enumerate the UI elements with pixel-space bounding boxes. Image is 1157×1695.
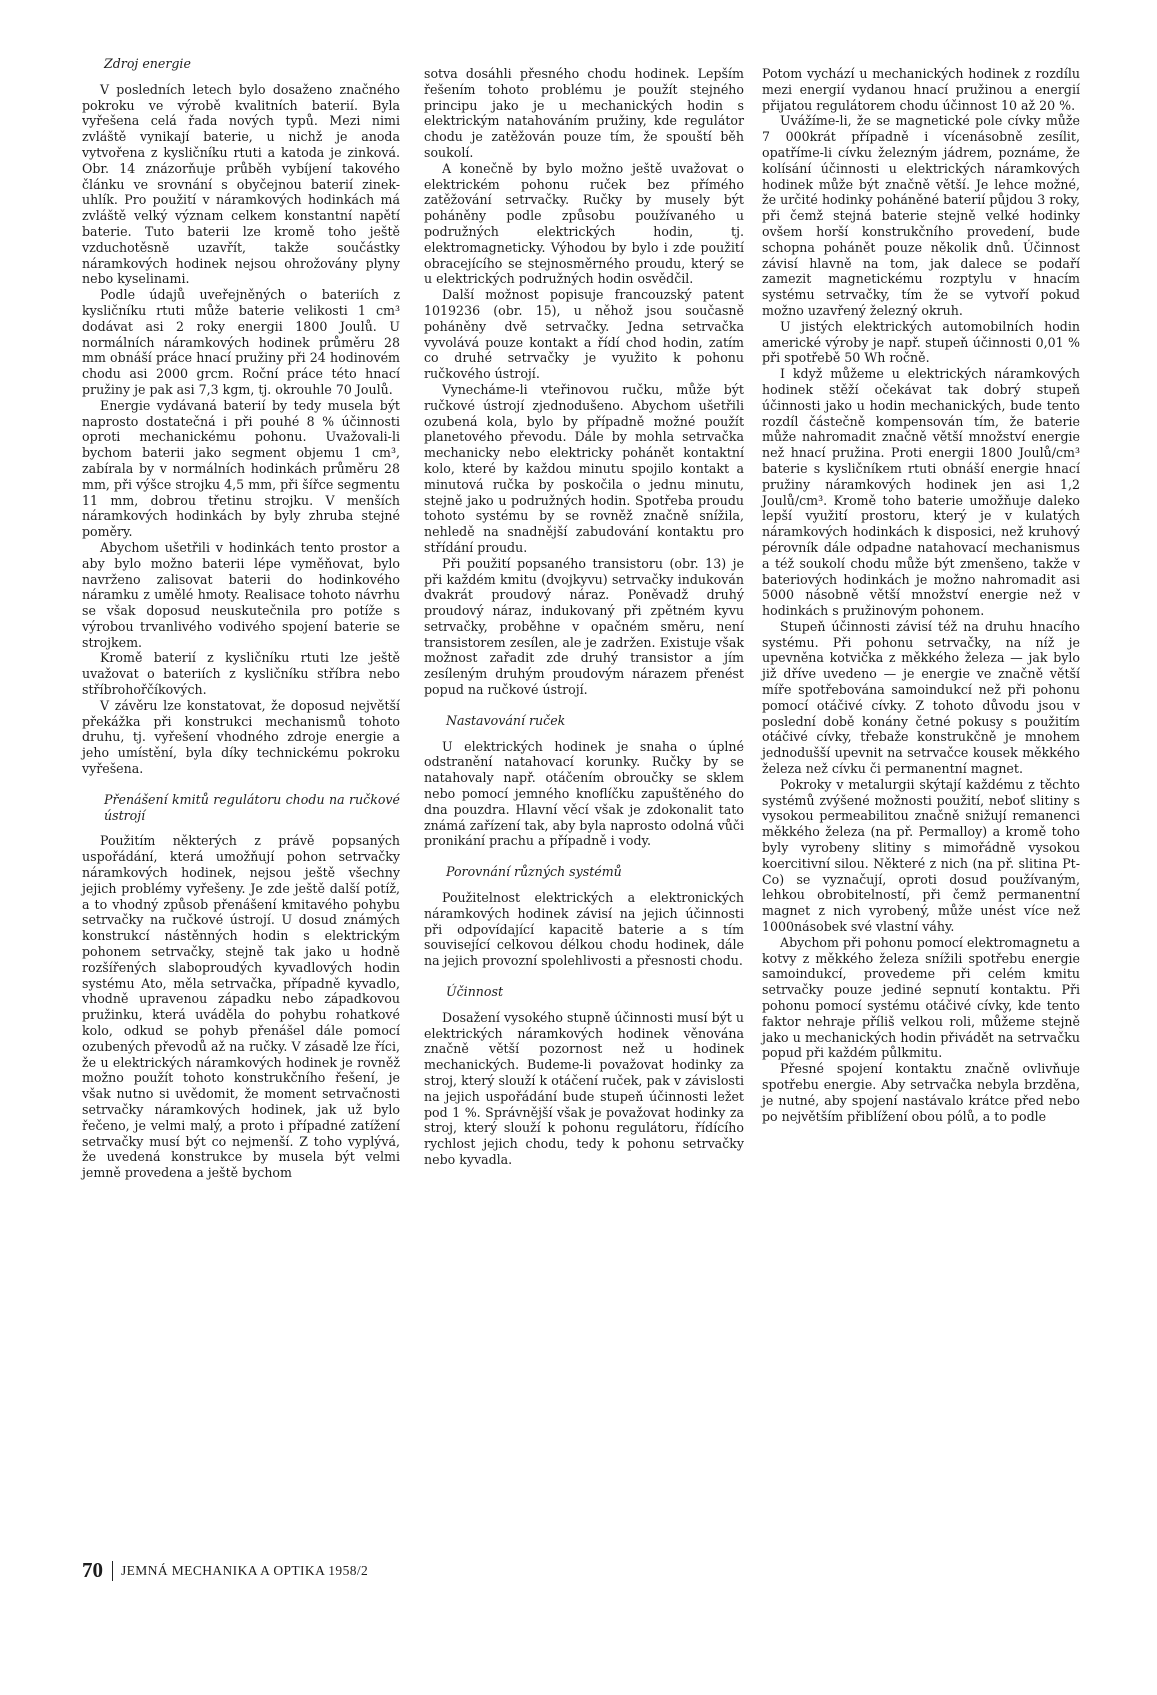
footer-divider: [112, 1561, 113, 1581]
text-column-3: [762, 66, 1080, 1124]
page-footer: [82, 1558, 368, 1583]
paragraph: Podle údajů uveřejněných o bateriích z kysličníku rtuti může baterie velikosti 1 cm³ dodávat asi 2 roky energii 1800 Joulů. U normálních náramkových hodinek průměru 28 mm obnáší práce hnací pružiny při 24 hodinovém chodu asi 2000 grcm. Roční práce této hnací pružiny je pak asi 7,3 kgm, tj. okrouhle 70 Joulů.: [82, 287, 400, 397]
paragraph: Při použití popsaného transistoru (obr. 13) je při každém kmitu (dvojkyvu) setrvačky indukován dvakrát proudový náraz. Poněvadž druhý proudový náraz, indukovaný při zpětném kyvu setrvačky, proběhne v opačném směru, není transistorem zesílen, ale je zadržen. Existuje však možnost zařadit zde druhý transistor a jím zesíleným druhým proudovým nárazem přenést popud na ručkové ústrojí.: [424, 555, 744, 698]
paragraph: Použitím některých z právě popsaných uspořádání, která umožňují pohon setrvačky náramkových hodinek, nejsou ještě všechny jejich problémy vyřešeny. Je zde ještě další potíž, a to vhodný způsob přenášení kmitavého pohybu setrvačky na ručkové ústrojí. U dosud známých konstrukcí nástěnných hodin s elektrickým pohonem setrvačky, stejně tak jako u hodně rozšířených slaboproudých kyvadlových hodin systému Ato, měla setrvačka, případně kyvadlo, vhodně upravenou západku nebo západkovou pružinku, která uváděla do pohybu rohatkové kolo, odkud se pohyb přenášel dále pomocí ozubených převodů až na ručky. V zásadě lze říci, že u elektrických náramkových hodinek je rovněž možno použít tohoto konstrukčního řešení, je však nutno si uvědomit, že moment setrvačnosti setrvačky náramkových hodinek, jak už bylo řečeno, je velmi malý, a proto i případné zatížení setrvačky musí být co nejmenší. Z toho vyplývá, že uvedená konstrukce by musela být velmi jemně provedena a ještě bychom: [82, 833, 400, 1181]
section-heading: Přenášení kmitů regulátoru chodu na ručkové ústrojí: [104, 791, 400, 823]
paragraph: U elektrických hodinek je snaha o úplné odstranění natahovací korunky. Ručky by se natahovaly např. otáčením obroučky se sklem nebo pomocí jemného knoflíčku zapuštěného do dna pouzdra. Hlavní věcí však je zdokonalit tato známá zařízení tak, aby byla naprosto odolná vůči pronikání prachu a případně i vody.: [424, 738, 744, 849]
text-column-2: [424, 66, 744, 1168]
paragraph: Použitelnost elektrických a elektronických náramkových hodinek závisí na jejich účinnosti při odpovídající kapacitě baterie a s tím související celkovou délkou chodu hodinek, dále na jejich provozní spolehlivosti a přesnosti chodu.: [424, 890, 744, 969]
paragraph: Stupeň účinnosti závisí též na druhu hnacího systému. Při pohonu setrvačky, na níž je upevněna kotvička z měkkého železa — jak bylo již dříve uvedeno — je energie ve značně větší míře spotřebována samoindukcí než při pohonu pomocí otáčivé cívky. Z tohoto důvodu jsou v poslední době konány četné pokusy s použitím otáčivé cívky, třebaže konstrukčně je mnohem jednodušší upevnit na setrvačce kousek měkkého železa než cívku či permanentní magnet.: [762, 618, 1080, 777]
paragraph: Kromě baterií z kysličníku rtuti lze ještě uvažovat o bateriích z kysličníku stříbra nebo stříbrohořčíkových.: [82, 650, 400, 698]
paragraph: A konečně by bylo možno ještě uvažovat o elektrickém pohonu ruček bez přímého zatěžování setrvačky. Ručky by musely být poháněny podle způsobu používaného u podružných elektrických hodin, tj. elektromagneticky. Výhodou by bylo i zde použití obracejícího se stejnosměrného proudu, který se u elektrických podružných hodin osvědčil.: [424, 160, 744, 287]
paragraph: Další možnost popisuje francouzský patent 1019236 (obr. 15), u něhož jsou současně poháněny dvě setrvačky. Jedna setrvačka vyvolává pouze kontakt a řídí chod hodin, zatím co druhé setrvačky je využito k pohonu ručkového ústrojí.: [424, 287, 744, 382]
section-heading: Zdroj energie: [104, 56, 191, 71]
journal-title: JEMNÁ MECHANIKA A OPTIKA 1958/2: [121, 1562, 369, 1578]
text-column-1: [82, 56, 400, 1181]
paragraph: Dosažení vysokého stupně účinnosti musí být u elektrických náramkových hodinek věnována značně větší pozornost než u hodinek mechanických. Budeme-li považovat hodinky za stroj, který slouží k otáčení ruček, pak v závislosti na jejich uspořádání bude stupeň účinnosti ležet pod 1 %. Správnější však je považovat hodinky za stroj, který slouží k pohonu regulátoru, řídícího rychlost jejich chodu, tedy k pohonu setrvačky nebo kyvadla.: [424, 1009, 744, 1167]
paragraph: Přesné spojení kontaktu značně ovlivňuje spotřebu energie. Aby setrvačka nebyla brzděna, je nutné, aby spojení nastávalo krátce před nebo po největším přiblížení obou pólů, a to podle: [762, 1061, 1080, 1124]
paragraph: I když můžeme u elektrických náramkových hodinek stěží očekávat tak dobrý stupeň účinnosti jako u hodin mechanických, bude tento rozdíl částečně kompensován tím, že baterie může nahromadit značně větší množství energie než hnací pružina. Proti energii 1800 Joulů/cm³ baterie s kysličníkem rtuti obnáší energie hnací pružiny náramkových hodinek jen asi 1,2 Joulů/cm³. Kromě toho baterie umožňuje daleko lepší využití prostoru, který je v kulatých náramkových hodinkách k disposici, než kruhový pérovník dále odpadne natahovací mechanismus a též soukolí chodu může být zmenšeno, takže v bateriových hodinkách je možno nahromadit asi 5000 násobně větší množství energie než v hodinkách s pružinovým pohonem.: [762, 366, 1080, 619]
paragraph: Abychom ušetřili v hodinkách tento prostor a aby bylo možno baterii lépe vyměňovat, bylo navrženo zalisovat baterii do hodinkového náramku z umělé hmoty. Realisace tohoto návrhu se však doposud neuskutečnila pro potíže s výrobou trvanlivého vodivého spojení baterie se strojkem.: [82, 539, 400, 650]
section-heading: Porovnání různých systémů: [446, 864, 622, 880]
paragraph: Pokroky v metalurgii skýtají každému z těchto systémů zvýšené možnosti použití, neboť slitiny s vysokou permeabilitou značně snižují remanenci měkkého železa (na př. Permalloy) a kromě toho byly vyrobeny slitiny s mimořádně vysokou koercitivní silou. Některé z nich (na př. slitina Pt-Co) se vyznačují, oproti dosud používaným, lehkou obrobitelností, při čemž permanentní magnet z nich vyrobený, může unést více než 1000násobek své vlastní váhy.: [762, 776, 1080, 935]
paragraph: Vynecháme-li vteřinovou ručku, může být ručkové ústrojí zjednodušeno. Abychom ušetřili ozubená kola, bylo by případně možné použít planetového převodu. Dále by mohla setrvačka mechanicky nebo elektricky pohánět kontaktní kolo, které by každou minutu spojilo kontakt a minutová ručka by poskočila o jednu minutu, stejně jako u podružných hodin. Spotřeba proudu tohoto systému by se rovněž značně snížila, nehledě na snadnější zabudování kontaktu pro střídání proudu.: [424, 381, 744, 555]
paragraph: Energie vydávaná baterií by tedy musela být naprosto dostatečná i při pouhé 8 % účinnosti oproti mechanickému pohonu. Uvažovali-li bychom baterii jako segment objemu 1 cm³, zabírala by v normálních hodinkách průměru 28 mm, při výšce strojku 4,5 mm, při šířce segmentu 11 mm, dobrou třetinu strojku. V menších náramkových hodinkách by byly zhruba stejné poměry.: [82, 397, 400, 540]
paragraph: Uvážíme-li, že se magnetické pole cívky může 7 000krát případně i vícenásobně zesílit, opatříme-li cívku železným jádrem, poznáme, že kolísání účinnosti u elektrických náramkových hodinek může být značně větší. Je lehce možné, že určité hodinky poháněné baterií půjdou 3 roky, při čemž stejná baterie stejně velké hodinky ovšem horší konstrukčního provedení, bude schopna pohánět pouze několik dnů. Účinnost závisí hlavně na tom, jak dalece se podaří zamezit magnetickému rozptylu v hnacím systému setrvačky, tím že se vytvoří pokud možno uzavřený železný okruh.: [762, 113, 1080, 318]
paragraph: Potom vychází u mechanických hodinek z rozdílu mezi energií vydanou hnací pružinou a energií přijatou regulátorem chodu účinnost 10 až 20 %.: [762, 66, 1080, 113]
paragraph: V posledních letech bylo dosaženo značného pokroku ve výrobě kvalitních baterií. Byla vyřešena celá řada nových typů. Mezi nimi zvláště vynikají baterie, u nichž je anoda vytvořena z kysličníku rtuti a katoda je zinková. Obr. 14 znázorňuje průběh vybíjení takového článku ve srovnání s obyčejnou baterií zinek-uhlík. Pro použití v náramkových hodinkách má zvláště velký význam celkem konstantní napětí baterie. Tuto baterii lze kromě toho ještě vzduchotěsně uzavřít, takže součástky náramkových hodinek nejsou ohrožovány plyny nebo kyselinami.: [82, 81, 400, 287]
section-heading: Nastavování ruček: [446, 712, 566, 728]
paragraph: sotva dosáhli přesného chodu hodinek. Lepším řešením tohoto problému je použít stejného principu jako je u mechanických hodin s elektrickým natahováním pružiny, kde regulátor chodu je zatěžován pouze tím, že spouští běh soukolí.: [424, 66, 744, 160]
paragraph: V závěru lze konstatovat, že doposud největší překážka při konstrukci mechanismů tohoto druhu, tj. vyřešení vhodného zdroje energie a jeho umístění, byla díky technickému pokroku vyřešena.: [82, 697, 400, 777]
paragraph: Abychom při pohonu pomocí elektromagnetu a kotvy z měkkého železa snížili spotřebu energie samoindukcí, provedeme při celém kmitu setrvačky pouze jediné sepnutí kontaktu. Při pohonu pomocí systému otáčivé cívky, kde tento faktor nehraje příliš velkou roli, můžeme stejně jako u mechanických hodin přivádět na setrvačku popud při každém půlkmitu.: [762, 934, 1080, 1061]
paragraph: U jistých elektrických automobilních hodin americké výroby je např. stupeň účinnosti 0,01 % při spotřebě 50 Wh ročně.: [762, 318, 1080, 366]
page-number: 70: [82, 1558, 103, 1582]
section-heading: Účinnost: [446, 984, 504, 1000]
